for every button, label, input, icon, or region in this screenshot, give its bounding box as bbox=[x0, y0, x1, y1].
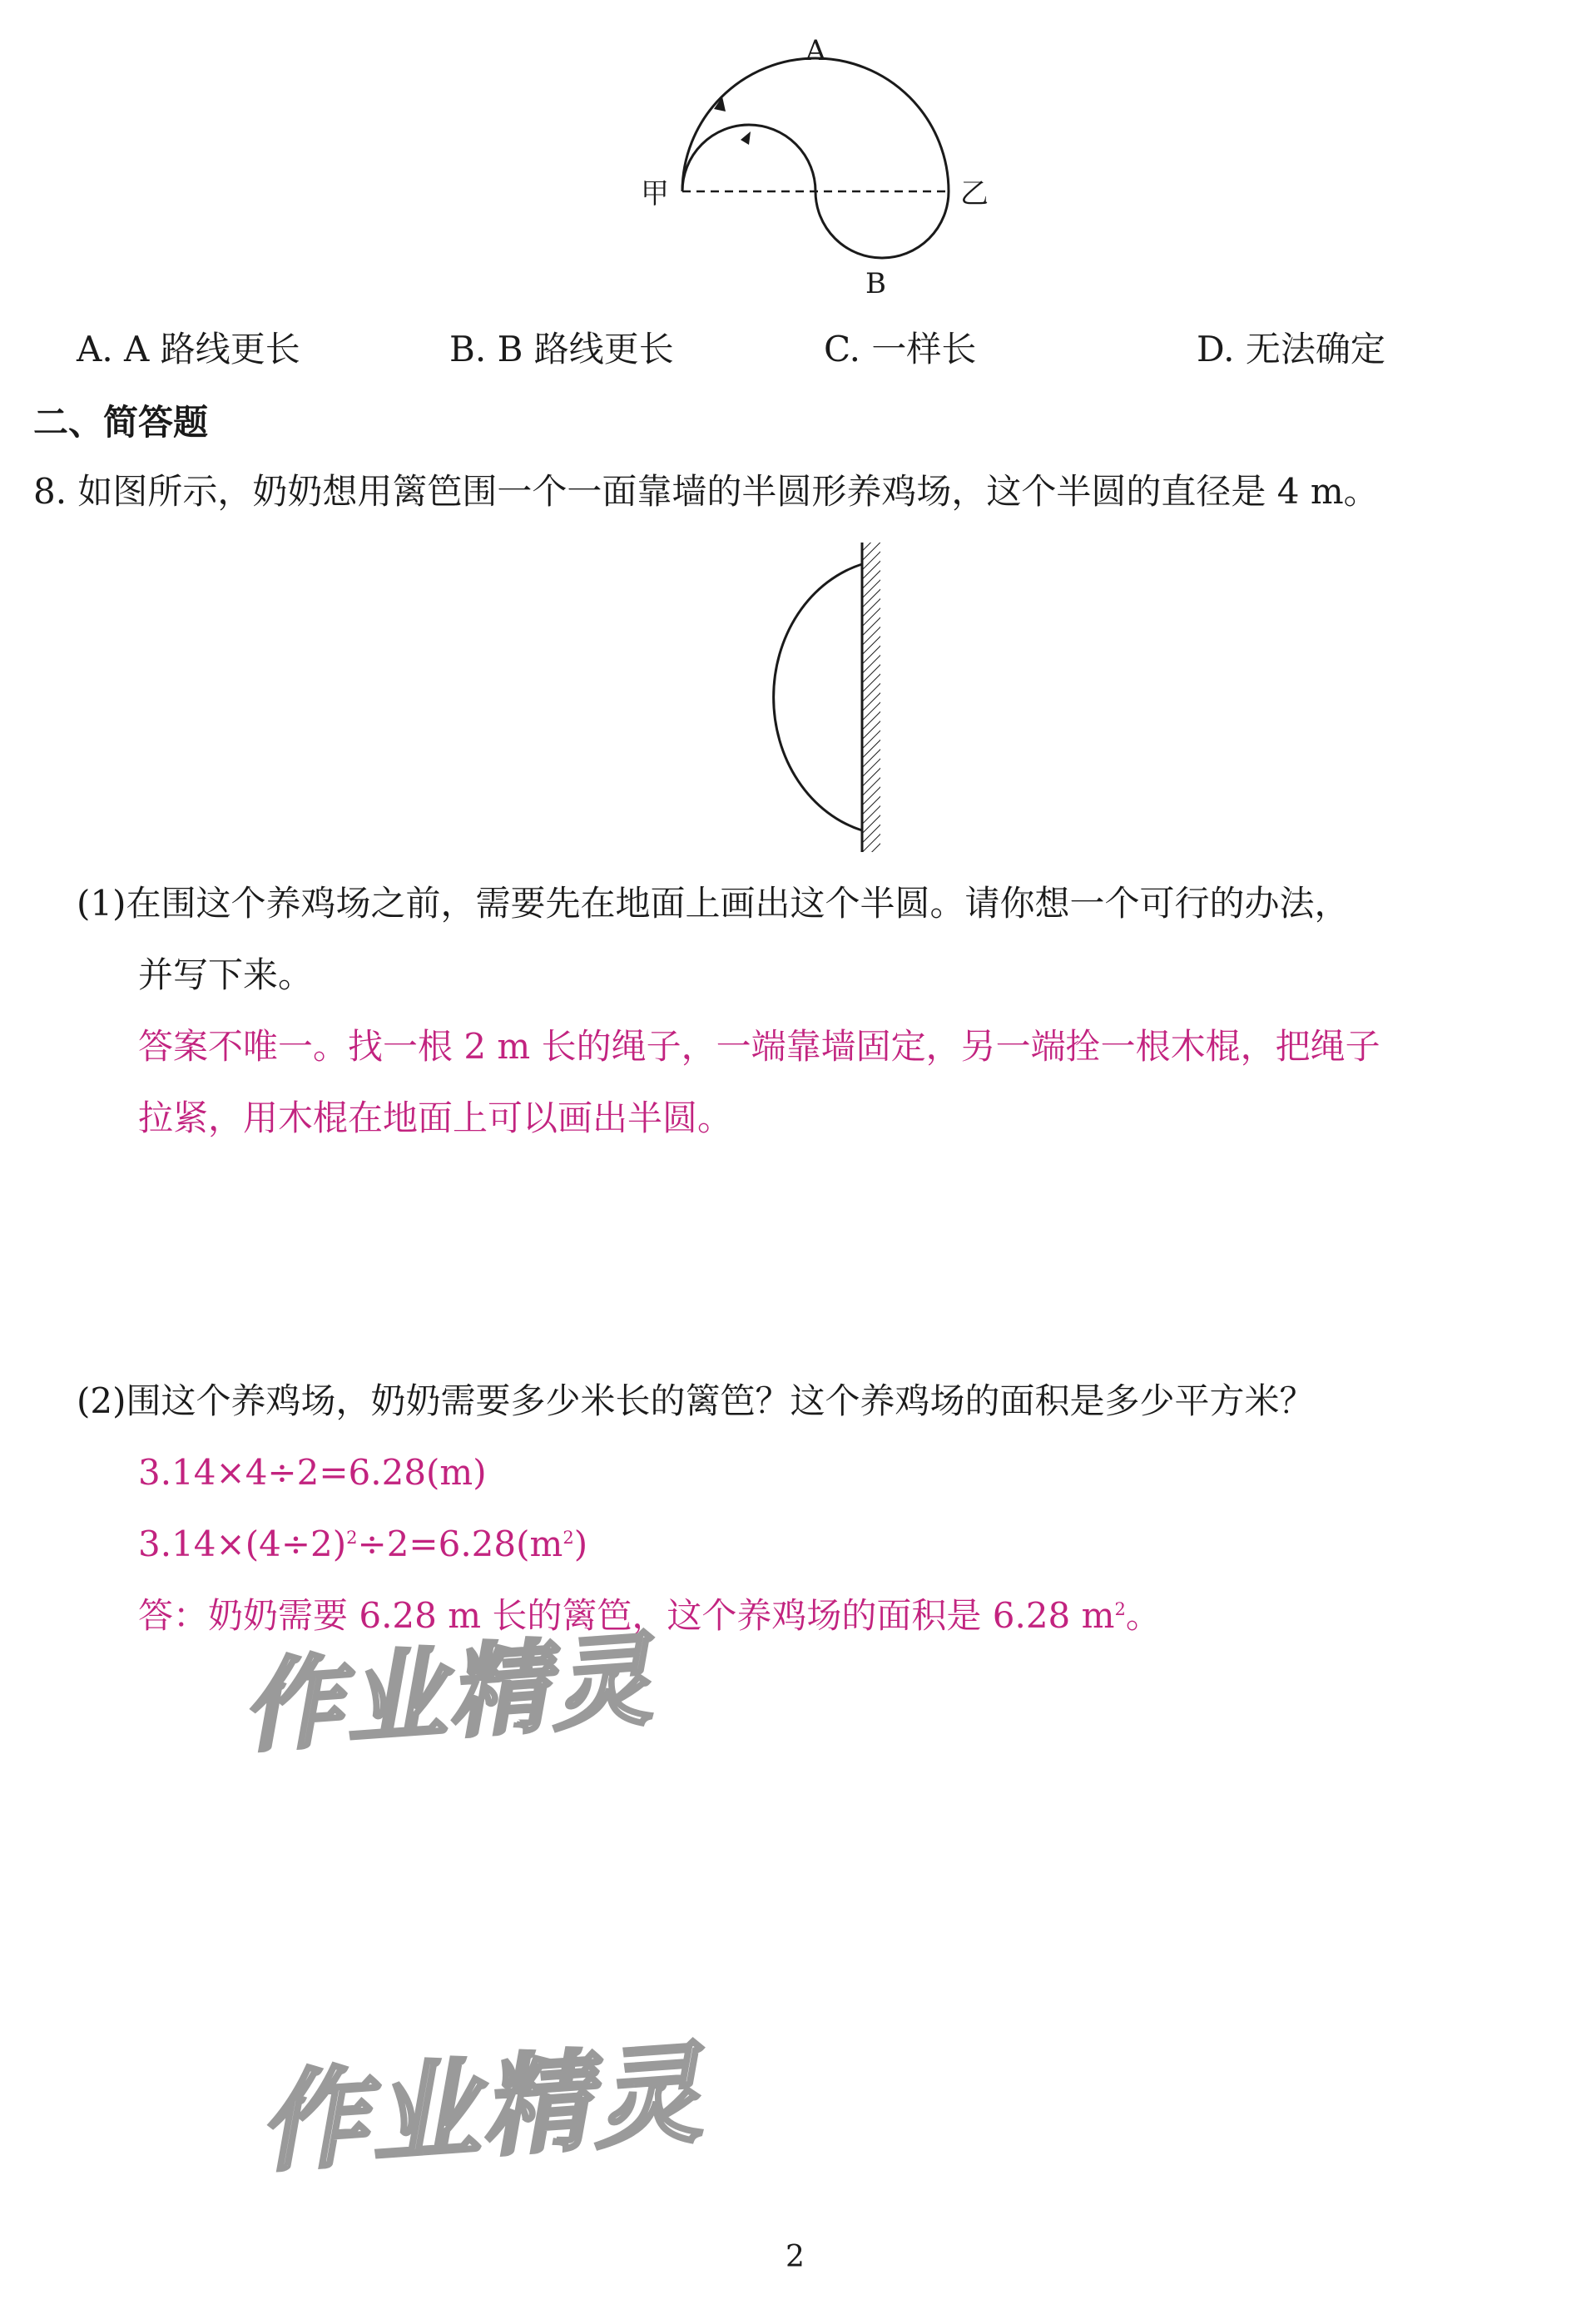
route-a-arc bbox=[682, 58, 949, 191]
answer2-line2-exp: 2 bbox=[346, 1528, 358, 1548]
semicircle-wall-diagram bbox=[732, 539, 899, 855]
watermark-bottom: 作业精灵 bbox=[255, 2029, 709, 2188]
answer2-line2-part2: ÷2=6.28(m bbox=[357, 1524, 563, 1564]
q8-sub1-line2: 并写下来。 bbox=[138, 954, 314, 995]
watermark-top: 作业精灵 bbox=[238, 1622, 658, 1767]
answer2-line2-part1: 3.14×(4÷2) bbox=[138, 1524, 347, 1564]
label-yi: 乙 bbox=[960, 177, 989, 211]
q8-stem: 8. 如图所示，奶奶想用篱笆围一个一面靠墙的半圆形养鸡场，这个半圆的直径是 4 m。 bbox=[33, 471, 1379, 512]
answer2-line2-exp2: 2 bbox=[563, 1528, 574, 1548]
q8-sub2: (2)围这个养鸡场，奶奶需要多少米长的篱笆？这个养鸡场的面积是多少平方米？ bbox=[77, 1380, 1315, 1421]
label-a: A bbox=[805, 34, 826, 67]
page-number: 2 bbox=[786, 2240, 805, 2274]
answer2-line2-part3: ) bbox=[573, 1524, 588, 1564]
answer2-line1: 3.14×4÷2=6.28(m) bbox=[138, 1452, 487, 1493]
answer2-line3-part1: 答：奶奶需要 6.28 m 长的篱笆，这个养鸡场的面积是 6.28 m bbox=[138, 1595, 1115, 1636]
answer1-line1: 答案不唯一。找一根 2 m 长的绳子，一端靠墙固定，另一端拴一根木棍，把绳子 bbox=[138, 1026, 1380, 1067]
answer1-line2: 拉紧，用木棍在地面上可以画出半圆。 bbox=[138, 1098, 733, 1138]
q8-sub1-line1: (1)在围这个养鸡场之前，需要先在地面上画出这个半圆。请你想一个可行的办法， bbox=[77, 883, 1350, 924]
section-title: 二、简答题 bbox=[33, 402, 209, 443]
label-b: B bbox=[865, 267, 886, 300]
option-b: B. B 路线更长 bbox=[449, 329, 674, 369]
route-diagram bbox=[616, 25, 1032, 308]
route-b-arrow bbox=[741, 131, 751, 145]
answer2-line3-exp: 2 bbox=[1114, 1599, 1126, 1619]
semicircle-arc bbox=[774, 564, 862, 830]
option-d: D. 无法确定 bbox=[1197, 329, 1385, 369]
answer2-line2 bbox=[138, 1523, 587, 1567]
answer2-line3-part2: 。 bbox=[1125, 1595, 1161, 1636]
wall-hatched bbox=[862, 543, 880, 852]
label-jia: 甲 bbox=[641, 177, 669, 211]
option-c: C. 一样长 bbox=[824, 329, 977, 369]
option-a: A. A 路线更长 bbox=[77, 329, 300, 369]
